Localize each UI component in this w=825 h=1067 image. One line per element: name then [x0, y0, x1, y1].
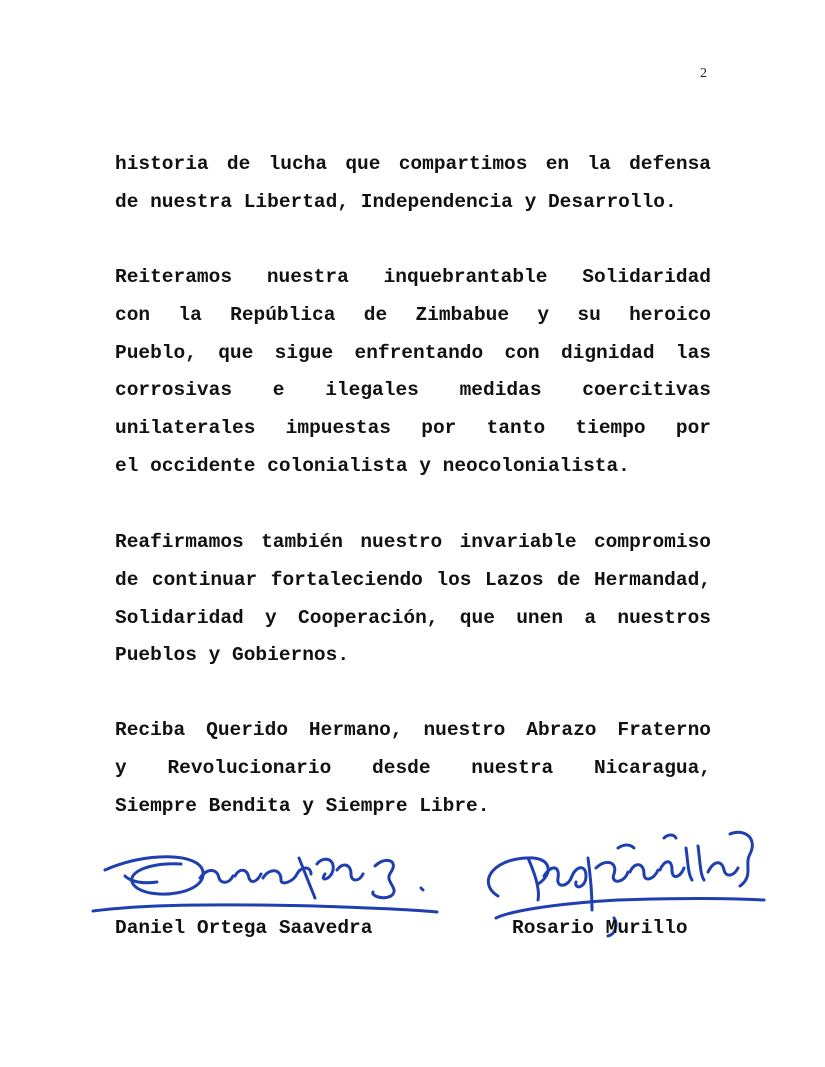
text-line: corrosivas e ilegales medidas coercitivas: [115, 379, 711, 402]
text-line: Pueblo, que sigue enfrentando con dignidad las: [115, 341, 711, 364]
text-line: Pueblos y Gobiernos.: [115, 644, 350, 667]
signatory-name-right: Rosario Murillo: [512, 917, 688, 939]
text-line: con la República de Zimbabue y su heroico: [115, 303, 711, 326]
paragraph-3: [115, 524, 711, 675]
text-line: Siempre Bendita y Siempre Libre.: [115, 794, 490, 817]
text-line: Reafirmamos también nuestro invariable compromiso: [115, 531, 711, 553]
signatory-name-left: Daniel Ortega Saavedra: [115, 917, 373, 939]
text-line: y Revolucionario desde nuestra Nicaragua,: [115, 756, 711, 779]
page-number: 2: [700, 66, 707, 81]
text-line: Solidaridad y Cooperación, que unen a nuestros: [115, 606, 711, 629]
paragraph-1: [115, 146, 711, 222]
paragraph-2: [115, 259, 711, 486]
text-line: de nuestra Libertad, Independencia y Desarrollo.: [115, 190, 677, 213]
text-line: de continuar fortaleciendo los Lazos de Hermandad,: [115, 568, 711, 591]
text-line: el occidente colonialista y neocolonialista.: [115, 454, 630, 477]
text-line: unilaterales impuestas por tanto tiempo por: [115, 417, 711, 440]
text-line: Reciba Querido Hermano, nuestro Abrazo Fraterno: [115, 719, 711, 741]
text-line: historia de lucha que compartimos en la defensa: [115, 153, 711, 175]
text-line: Reiteramos nuestra inquebrantable Solidaridad: [115, 266, 711, 288]
paragraph-4: [115, 712, 711, 825]
